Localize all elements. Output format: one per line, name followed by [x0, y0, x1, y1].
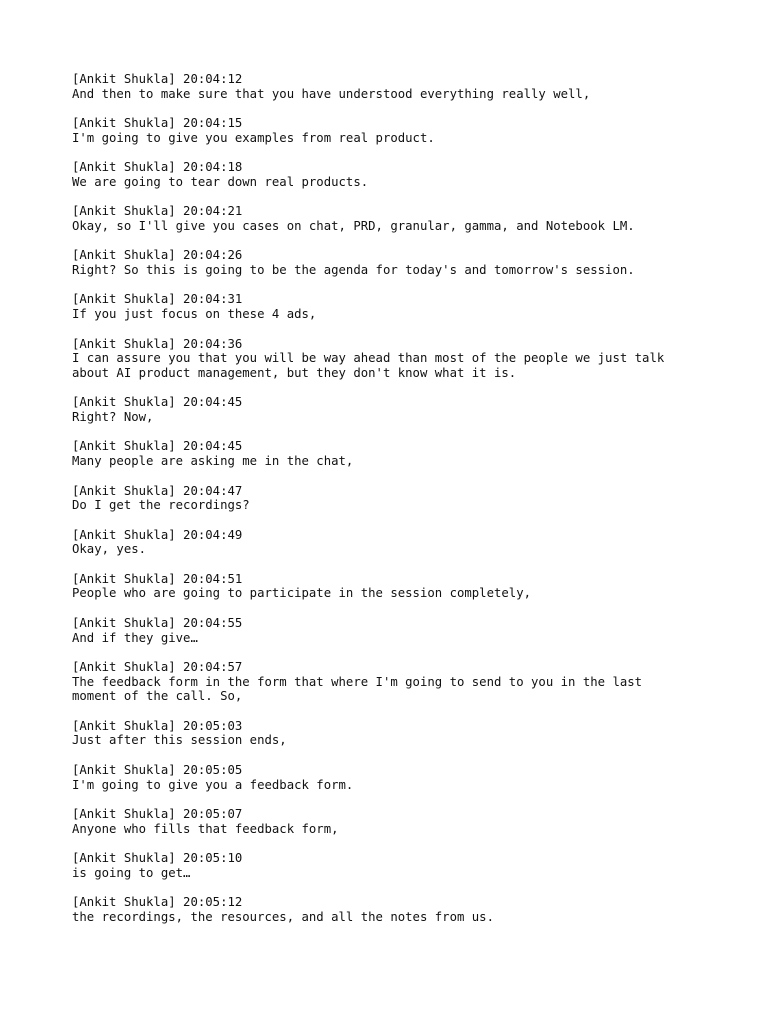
utterance-line: Right? So this is going to be the agenda for today's and tomorrow's session. — [72, 263, 635, 278]
speaker-timestamp: [Ankit Shukla] 20:04:36 — [72, 336, 243, 351]
speaker-timestamp: [Ankit Shukla] 20:04:15 — [72, 116, 243, 131]
transcript-entry — [72, 851, 712, 880]
utterance-line: is going to get… — [72, 865, 191, 880]
speaker-timestamp: [Ankit Shukla] 20:05:10 — [72, 851, 243, 865]
transcript-entry — [72, 439, 712, 468]
utterance-line: I'm going to give you examples from real product. — [72, 130, 435, 145]
transcript-entry — [72, 719, 712, 748]
speaker-timestamp: [Ankit Shukla] 20:04:45 — [72, 439, 243, 454]
transcript-entry — [72, 616, 712, 645]
speaker-timestamp: [Ankit Shukla] 20:04:31 — [72, 292, 243, 307]
transcript-entry — [72, 528, 712, 557]
transcript-entry — [72, 337, 712, 381]
utterance-line: Just after this session ends, — [72, 733, 287, 748]
utterance-line: Many people are asking me in the chat, — [72, 454, 354, 469]
transcript-entry — [72, 395, 712, 424]
utterance-line: And then to make sure that you have understood everything really well, — [72, 86, 591, 101]
utterance-line: People who are going to participate in the session completely, — [72, 586, 532, 601]
speaker-timestamp: [Ankit Shukla] 20:04:51 — [72, 571, 243, 586]
utterance-line: I can assure you that you will be way ahead than most of the people we just talk — [72, 351, 665, 366]
utterance-line: Okay, so I'll give you cases on chat, PRD, granular, gamma, and Notebook LM. — [72, 218, 635, 233]
utterance-line: the recordings, the resources, and all the notes from us. — [72, 909, 494, 924]
utterance-line: moment of the call. So, — [72, 689, 243, 704]
transcript-entry — [72, 72, 712, 101]
utterance-line: Do I get the recordings? — [72, 498, 250, 513]
utterance-line: about AI product management, but they don't know what it is. — [72, 365, 517, 380]
speaker-timestamp: [Ankit Shukla] 20:05:03 — [72, 718, 243, 733]
speaker-timestamp: [Ankit Shukla] 20:04:55 — [72, 615, 243, 630]
speaker-timestamp: [Ankit Shukla] 20:04:12 — [72, 72, 243, 86]
utterance-line: Okay, yes. — [72, 542, 147, 557]
speaker-timestamp: [Ankit Shukla] 20:04:47 — [72, 483, 243, 498]
speaker-timestamp: [Ankit Shukla] 20:04:45 — [72, 395, 243, 410]
speaker-timestamp: [Ankit Shukla] 20:04:18 — [72, 160, 243, 175]
utterance-line: If you just focus on these 4 ads, — [72, 307, 317, 322]
transcript-entry — [72, 116, 712, 145]
transcript-document — [72, 72, 712, 939]
transcript-entry — [72, 484, 712, 513]
transcript-entry — [72, 292, 712, 321]
transcript-entry — [72, 660, 712, 704]
speaker-timestamp: [Ankit Shukla] 20:04:26 — [72, 248, 243, 263]
transcript-entry — [72, 807, 712, 836]
transcript-entry — [72, 763, 712, 792]
transcript-entry — [72, 204, 712, 233]
utterance-line: The feedback form in the form that where I'm going to send to you in the last — [72, 674, 643, 689]
speaker-timestamp: [Ankit Shukla] 20:05:07 — [72, 806, 243, 821]
utterance-line: We are going to tear down real products. — [72, 174, 369, 189]
transcript-entry — [72, 160, 712, 189]
speaker-timestamp: [Ankit Shukla] 20:04:21 — [72, 204, 243, 219]
transcript-entry — [72, 895, 712, 924]
utterance-line: And if they give… — [72, 630, 198, 645]
speaker-timestamp: [Ankit Shukla] 20:04:49 — [72, 527, 243, 542]
utterance-line: I'm going to give you a feedback form. — [72, 777, 354, 792]
transcript-entry — [72, 572, 712, 601]
transcript-entry — [72, 248, 712, 277]
utterance-line: Right? Now, — [72, 410, 154, 425]
speaker-timestamp: [Ankit Shukla] 20:05:05 — [72, 762, 243, 777]
speaker-timestamp: [Ankit Shukla] 20:04:57 — [72, 659, 243, 674]
speaker-timestamp: [Ankit Shukla] 20:05:12 — [72, 895, 243, 910]
utterance-line: Anyone who fills that feedback form, — [72, 821, 339, 836]
